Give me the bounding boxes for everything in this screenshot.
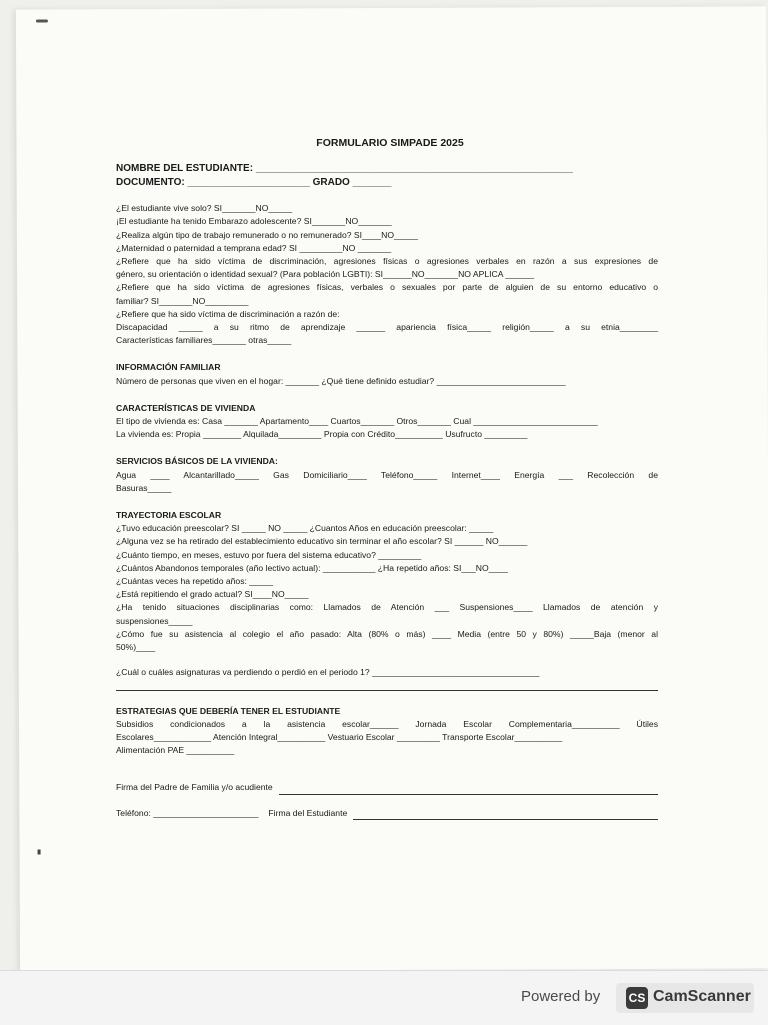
services-line: Agua ____ Alcantarillado_____ Gas Domiciliario____ Teléfono_____ Internet____ Energía ___ Recolección de (116, 469, 658, 480)
schooling-heading: TRAYECTORIA ESCOLAR (116, 510, 222, 521)
schooling-line: 50%)____ (116, 642, 156, 653)
question-line: ¡El estudiante ha tenido Embarazo adolescente? SI_______NO_______ (116, 216, 392, 227)
schooling-line: ¿Alguna vez se ha retirado del establecimiento educativo sin terminar el año escolar? SI ______ NO______ (116, 536, 528, 547)
question-line: ¿Refiere que ha sido víctima de discriminación, agresiones físicas o agresiones verbales en razón a sus expresiones de (116, 256, 658, 267)
strategies-line: Alimentación PAE __________ (116, 745, 235, 756)
services-heading: SERVICIOS BÁSICOS DE LA VIVIENDA: (116, 456, 278, 467)
question-line: ¿Maternidad o paternidad a temprana edad? SI _________NO _______ (116, 242, 392, 253)
schooling-line: ¿Cómo fue su asistencia al colegio el año pasado: Alta (80% o más) ____ Media (entre 50 y 80%) _____Baja (menor al (116, 628, 658, 639)
form-document (116, 137, 658, 820)
strategies-line: Escolares____________ Atención Integral__________ Vestuario Escolar _________ Transporte Escolar__________ (116, 731, 563, 742)
family-heading: INFORMACIÓN FAMILIAR (116, 362, 221, 373)
phone-student-signature-row (116, 807, 658, 820)
schooling-line: ¿Ha tenido situaciones disciplinarias como: Llamados de Atención ___ Suspensiones____ Llamados de atención y (116, 602, 658, 613)
question-line: Características familiares_______ otras_____ (116, 335, 292, 346)
camscanner-logo-icon: CS (626, 987, 648, 1009)
strategies-line: Subsidios condicionados a la asistencia escolar______ Jornada Escolar Complementaria__________ Útiles (116, 718, 658, 729)
strategies-heading: ESTRATEGIAS QUE DEBERÍA TENER EL ESTUDIANTE (116, 705, 341, 716)
blank-answer-line (116, 680, 658, 691)
student-name-line: NOMBRE DEL ESTUDIANTE: _________________________________________________________ (116, 163, 573, 175)
schooling-line: suspensiones_____ (116, 615, 193, 626)
signature-line (353, 810, 658, 820)
question-line: género, su orientación o identidad sexual? (Para población LGBTI): SI______NO_______NO APLICA ______ (116, 269, 535, 280)
camscanner-footer (0, 970, 768, 1025)
schooling-line: ¿Cuántas veces ha repetido años: _____ (116, 576, 274, 587)
schooling-line: ¿Está repitiendo el grado actual? SI____NO_____ (116, 589, 309, 600)
schooling-line: ¿Cuánto tiempo, en meses, estuvo por fuera del sistema educativo? _________ (116, 549, 422, 560)
question-line: familiar? SI_______NO_________ (116, 295, 249, 306)
schooling-line: ¿Tuvo educación preescolar? SI _____ NO _____ ¿Cuantos Años en educación preescolar: _____ (116, 523, 494, 534)
signature-line (279, 785, 658, 795)
scan-mark (38, 850, 41, 855)
scan-mark (36, 20, 48, 23)
housing-type-line: El tipo de vivienda es: Casa _______ Apartamento____ Cuartos_______ Otros_______ Cual __________________________ (116, 416, 598, 427)
question-line: Discapacidad _____ a su ritmo de aprendizaje ______ apariencia física_____ religión_____ a su etnia________ (116, 322, 658, 333)
camscanner-name: CamScanner (653, 988, 751, 1005)
parent-signature-row (116, 781, 658, 794)
housing-heading: CARACTERÍSTICAS DE VIVIENDA (116, 402, 256, 413)
schooling-line: ¿Cuántos Abandonos temporales (año lectivo actual): ___________ ¿Ha repetido años: SI___NO____ (116, 562, 508, 573)
question-line: ¿Realiza algún tipo de trabajo remunerado o no remunerado? SI____NO_____ (116, 229, 418, 240)
family-line: Número de personas que viven en el hogar: _______ ¿Qué tiene definido estudiar? ___________________________ (116, 375, 566, 386)
student-signature-label: Firma del Estudiante (268, 807, 348, 818)
question-line: ¿El estudiante vive solo? SI_______NO_____ (116, 203, 293, 214)
services-line: Basuras_____ (116, 482, 172, 493)
parent-signature-label: Firma del Padre de Familia y/o acudiente (116, 782, 273, 793)
housing-tenure-line: La vivienda es: Propia ________ Alquilada_________ Propia con Crédito__________ Usufructo _________ (116, 429, 528, 440)
subjects-line: ¿Cuál o cuáles asignaturas va perdiendo o perdió en el periodo 1? ___________________________________ (116, 667, 540, 678)
phone-label: Teléfono: ______________________ (116, 807, 259, 818)
form-title: FORMULARIO SIMPADE 2025 (316, 137, 464, 149)
question-line: ¿Refiere que ha sido víctima de discriminación a razón de: (116, 308, 340, 319)
document-grade-line: DOCUMENTO: ______________________ GRADO _______ (116, 177, 392, 189)
powered-by-text: Powered by (521, 988, 601, 1005)
question-line: ¿Refiere que ha sido víctima de agresiones físicas, verbales o sexuales por parte de alguien de su entorno educativo o (116, 282, 658, 293)
